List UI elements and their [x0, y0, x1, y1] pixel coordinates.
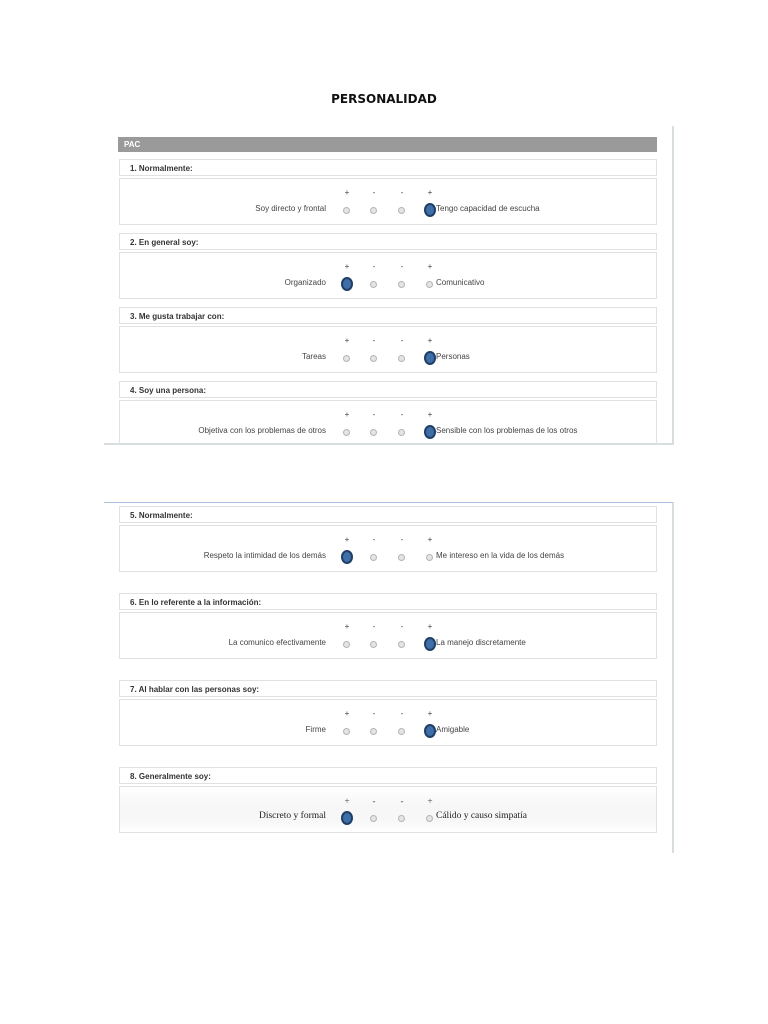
question-options	[119, 400, 657, 445]
radio-option-3[interactable]	[398, 207, 405, 214]
minus-sign-label: -	[400, 336, 404, 345]
left-option-label: Soy directo y frontal	[255, 204, 326, 213]
question-title: 7. Al hablar con las personas soy:	[119, 680, 657, 697]
left-option-label: Tareas	[301, 352, 326, 361]
minus-sign-label: -	[400, 535, 404, 544]
minus-sign-label: -	[372, 796, 376, 806]
plus-sign-label: +	[427, 188, 433, 197]
left-option-label: Organizado	[284, 278, 326, 287]
left-option-label: Discreto y formal	[258, 811, 326, 821]
radio-option-1-selected[interactable]	[341, 277, 353, 291]
radio-option-2[interactable]	[370, 281, 377, 288]
left-option-label: Respeto la intimidad de los demás	[203, 551, 326, 560]
radio-option-1[interactable]	[343, 207, 350, 214]
plus-sign-label: +	[344, 535, 350, 544]
right-option-label: Amigable	[436, 725, 470, 734]
question-options	[119, 612, 657, 659]
radio-option-4[interactable]	[426, 281, 433, 288]
pac-panel-2	[104, 502, 674, 853]
minus-sign-label: -	[372, 262, 376, 271]
radio-option-2[interactable]	[370, 728, 377, 735]
plus-sign-label: +	[427, 535, 433, 544]
radio-option-4-selected[interactable]	[424, 203, 436, 217]
page-title: PERSONALIDAD	[331, 92, 437, 106]
plus-sign-label: +	[427, 410, 433, 419]
radio-option-1-selected[interactable]	[341, 811, 353, 825]
radio-option-4-selected[interactable]	[424, 351, 436, 365]
plus-sign-label: +	[427, 622, 433, 631]
question-options	[119, 252, 657, 299]
question-2	[119, 233, 657, 299]
right-option-label: Personas	[436, 352, 470, 361]
question-3	[119, 307, 657, 373]
question-1	[119, 159, 657, 225]
question-title: 4. Soy una persona:	[119, 381, 657, 398]
question-options	[119, 786, 657, 833]
question-title: 1. Normalmente:	[119, 159, 657, 176]
question-title: 2. En general soy:	[119, 233, 657, 250]
question-title: 5. Normalmente:	[119, 506, 657, 523]
plus-sign-label: +	[344, 410, 350, 419]
right-option-label: Me intereso en la vida de los demás	[436, 551, 565, 560]
radio-option-2[interactable]	[370, 815, 377, 822]
radio-option-2[interactable]	[370, 207, 377, 214]
pac-header: PAC	[118, 137, 657, 152]
radio-option-3[interactable]	[398, 728, 405, 735]
question-5	[119, 506, 657, 572]
right-option-label: Sensible con los problemas de los otros	[436, 426, 578, 435]
question-7	[119, 680, 657, 746]
minus-sign-label: -	[400, 622, 404, 631]
minus-sign-label: -	[372, 622, 376, 631]
radio-option-3[interactable]	[398, 554, 405, 561]
question-title: 8. Generalmente soy:	[119, 767, 657, 784]
left-option-label: Firme	[305, 725, 326, 734]
question-4	[119, 381, 657, 445]
plus-sign-label: +	[344, 622, 350, 631]
radio-option-4-selected[interactable]	[424, 425, 436, 439]
right-option-label: Tengo capacidad de escucha	[436, 204, 540, 213]
right-option-label: La manejo discretamente	[436, 638, 526, 647]
minus-sign-label: -	[372, 188, 376, 197]
plus-sign-label: +	[427, 262, 433, 271]
question-title: 6. En lo referente a la información:	[119, 593, 657, 610]
radio-option-3[interactable]	[398, 815, 405, 822]
radio-option-2[interactable]	[370, 355, 377, 362]
radio-option-3[interactable]	[398, 281, 405, 288]
radio-option-3[interactable]	[398, 355, 405, 362]
question-options	[119, 525, 657, 572]
minus-sign-label: -	[400, 796, 404, 806]
pac-panel-1	[104, 126, 674, 445]
plus-sign-label: +	[344, 336, 350, 345]
left-option-label: Objetiva con los problemas de otros	[198, 426, 326, 435]
radio-option-1[interactable]	[343, 641, 350, 648]
right-option-label: Comunicativo	[436, 278, 485, 287]
radio-option-2[interactable]	[370, 554, 377, 561]
left-option-label: La comunico efectivamente	[228, 638, 326, 647]
radio-option-4-selected[interactable]	[424, 724, 436, 738]
radio-option-1-selected[interactable]	[341, 550, 353, 564]
minus-sign-label: -	[400, 188, 404, 197]
question-options	[119, 178, 657, 225]
plus-sign-label: +	[427, 796, 433, 806]
minus-sign-label: -	[400, 709, 404, 718]
radio-option-1[interactable]	[343, 355, 350, 362]
plus-sign-label: +	[344, 262, 350, 271]
radio-option-3[interactable]	[398, 429, 405, 436]
plus-sign-label: +	[427, 709, 433, 718]
question-options	[119, 699, 657, 746]
question-title: 3. Me gusta trabajar con:	[119, 307, 657, 324]
minus-sign-label: -	[400, 262, 404, 271]
plus-sign-label: +	[344, 709, 350, 718]
question-6	[119, 593, 657, 659]
question-options	[119, 326, 657, 373]
minus-sign-label: -	[372, 709, 376, 718]
radio-option-2[interactable]	[370, 429, 377, 436]
minus-sign-label: -	[400, 410, 404, 419]
radio-option-1[interactable]	[343, 728, 350, 735]
plus-sign-label: +	[344, 796, 350, 806]
radio-option-1[interactable]	[343, 429, 350, 436]
question-8	[119, 767, 657, 833]
minus-sign-label: -	[372, 410, 376, 419]
radio-option-4[interactable]	[426, 554, 433, 561]
minus-sign-label: -	[372, 336, 376, 345]
radio-option-4[interactable]	[426, 815, 433, 822]
radio-option-4-selected[interactable]	[424, 637, 436, 651]
plus-sign-label: +	[344, 188, 350, 197]
radio-option-2[interactable]	[370, 641, 377, 648]
minus-sign-label: -	[372, 535, 376, 544]
right-option-label: Cálido y causo simpatía	[436, 811, 528, 821]
plus-sign-label: +	[427, 336, 433, 345]
radio-option-3[interactable]	[398, 641, 405, 648]
